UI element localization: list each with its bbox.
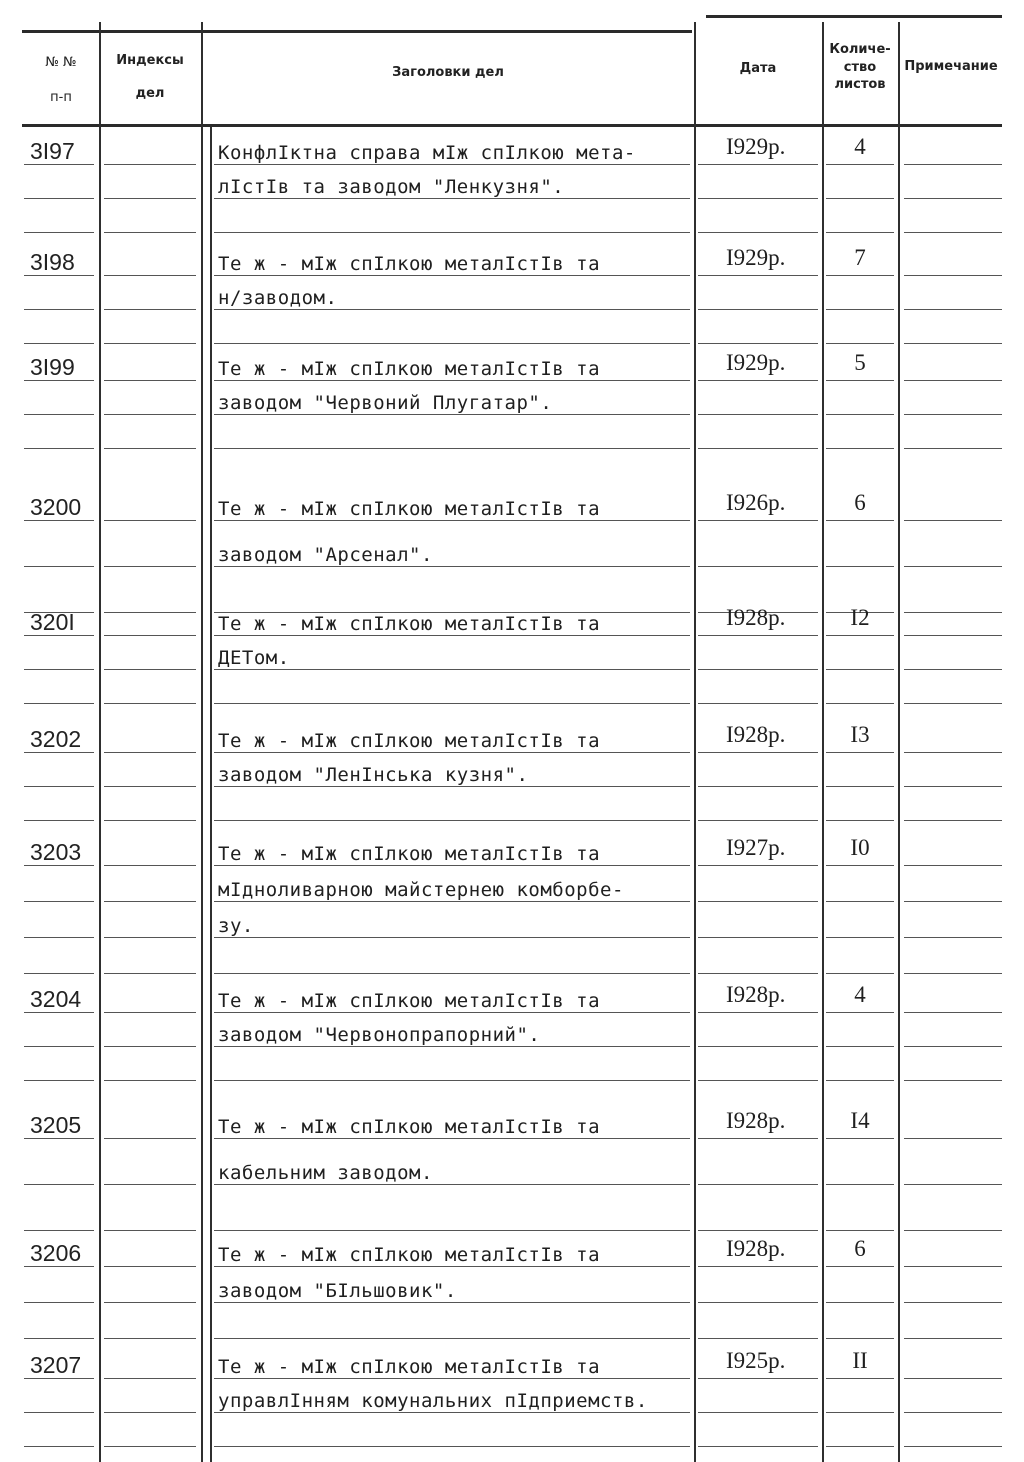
ruled-line bbox=[24, 901, 94, 902]
header-index-top: Индексы bbox=[116, 53, 184, 68]
ruled-line bbox=[104, 1338, 196, 1339]
ruled-line bbox=[104, 164, 196, 165]
table-row bbox=[0, 982, 1024, 1084]
case-date: I929р. bbox=[726, 245, 786, 270]
ruled-line bbox=[698, 520, 818, 521]
ruled-line bbox=[214, 1080, 690, 1081]
ruled-line bbox=[104, 820, 196, 821]
sheet-count: I4 bbox=[850, 1108, 870, 1133]
ruled-line bbox=[104, 669, 196, 670]
ruled-line bbox=[826, 309, 894, 310]
ruled-line bbox=[214, 1266, 690, 1267]
ruled-line bbox=[24, 1302, 94, 1303]
ruled-line bbox=[24, 1012, 94, 1013]
ruled-line bbox=[24, 343, 94, 344]
ruled-line bbox=[214, 309, 690, 310]
ruled-line bbox=[214, 901, 690, 902]
header-index-bottom: дел bbox=[135, 86, 165, 101]
ruled-line bbox=[698, 448, 818, 449]
ruled-line bbox=[698, 901, 818, 902]
ruled-line bbox=[104, 448, 196, 449]
case-title-line: Те ж - мIж спIлкою металIстIв та bbox=[218, 730, 601, 752]
ruled-line bbox=[826, 1046, 894, 1047]
row-number: 320I bbox=[30, 609, 75, 635]
ruled-line bbox=[104, 232, 196, 233]
case-title-line: заводом "Арсенал". bbox=[218, 544, 433, 566]
ruled-line bbox=[826, 635, 894, 636]
ruled-line bbox=[214, 752, 690, 753]
ruled-line bbox=[214, 164, 690, 165]
ruled-line bbox=[24, 1184, 94, 1185]
ruled-line bbox=[104, 752, 196, 753]
ruled-line bbox=[698, 973, 818, 974]
ruled-line bbox=[24, 635, 94, 636]
ruled-line bbox=[24, 1046, 94, 1047]
ruled-line bbox=[214, 1230, 690, 1231]
ruled-line bbox=[214, 786, 690, 787]
ruled-line bbox=[698, 1412, 818, 1413]
ruled-line bbox=[214, 232, 690, 233]
case-title-line: ДЕТом. bbox=[218, 647, 290, 669]
ruled-line bbox=[24, 232, 94, 233]
ruled-line bbox=[698, 275, 818, 276]
table-row bbox=[0, 350, 1024, 452]
ruled-line bbox=[698, 198, 818, 199]
ruled-line bbox=[24, 520, 94, 521]
ruled-line bbox=[826, 1446, 894, 1447]
ruled-line bbox=[24, 937, 94, 938]
ruled-line bbox=[826, 1266, 894, 1267]
ruled-line bbox=[826, 1184, 894, 1185]
ruled-line bbox=[904, 865, 1002, 866]
ruled-line bbox=[24, 1266, 94, 1267]
sheet-count: 6 bbox=[854, 1236, 866, 1261]
top-border-right bbox=[706, 15, 1002, 18]
ruled-line bbox=[214, 1412, 690, 1413]
ruled-line bbox=[24, 380, 94, 381]
ruled-line bbox=[698, 380, 818, 381]
ruled-line bbox=[904, 1446, 1002, 1447]
row-number: 3202 bbox=[30, 726, 82, 752]
ruled-line bbox=[698, 1046, 818, 1047]
row-number: 3I99 bbox=[30, 354, 75, 380]
ruled-line bbox=[826, 1230, 894, 1231]
ruled-line bbox=[904, 380, 1002, 381]
case-date: I928р. bbox=[726, 722, 786, 747]
ruled-line bbox=[698, 1184, 818, 1185]
ruled-line bbox=[698, 232, 818, 233]
ruled-line bbox=[104, 973, 196, 974]
row-number: 3203 bbox=[30, 839, 82, 865]
ruled-line bbox=[214, 414, 690, 415]
ruled-line bbox=[698, 820, 818, 821]
ruled-line bbox=[904, 275, 1002, 276]
ruled-line bbox=[214, 198, 690, 199]
ruled-line bbox=[904, 566, 1002, 567]
header-num-bottom: п-п bbox=[50, 90, 72, 105]
ruled-line bbox=[24, 973, 94, 974]
ruled-line bbox=[214, 1046, 690, 1047]
ruled-line bbox=[698, 937, 818, 938]
top-border-left bbox=[22, 30, 692, 33]
case-title-line: Те ж - мIж спIлкою металIстIв та bbox=[218, 990, 601, 1012]
ruled-line bbox=[826, 520, 894, 521]
ruled-line bbox=[104, 380, 196, 381]
ruled-line bbox=[904, 1080, 1002, 1081]
case-title-line: заводом "Червоний Плугатар". bbox=[218, 392, 553, 414]
table-row bbox=[0, 245, 1024, 347]
ruled-line bbox=[904, 232, 1002, 233]
sheet-count: I0 bbox=[850, 835, 870, 860]
header-num-top: № № bbox=[45, 55, 77, 70]
case-date: I928р. bbox=[726, 982, 786, 1007]
case-date: I929р. bbox=[726, 350, 786, 375]
ruled-line bbox=[104, 1080, 196, 1081]
row-number: 3204 bbox=[30, 986, 82, 1012]
ruled-line bbox=[826, 232, 894, 233]
ruled-line bbox=[698, 752, 818, 753]
case-title-line: Те ж - мIж спIлкою металIстIв та bbox=[218, 1244, 601, 1266]
ruled-line bbox=[104, 309, 196, 310]
ruled-line bbox=[104, 1266, 196, 1267]
ruled-line bbox=[24, 1230, 94, 1231]
ruled-line bbox=[214, 820, 690, 821]
case-date: I926р. bbox=[726, 490, 786, 515]
ruled-line bbox=[24, 1378, 94, 1379]
ruled-line bbox=[214, 1446, 690, 1447]
ruled-line bbox=[826, 275, 894, 276]
ruled-line bbox=[698, 1138, 818, 1139]
ruled-line bbox=[826, 448, 894, 449]
ruled-line bbox=[826, 786, 894, 787]
row-number: 3I98 bbox=[30, 249, 75, 275]
ruled-line bbox=[698, 635, 818, 636]
table-row bbox=[0, 1236, 1024, 1344]
ruled-line bbox=[904, 309, 1002, 310]
ruled-line bbox=[826, 1378, 894, 1379]
ruled-line bbox=[24, 414, 94, 415]
ruled-line bbox=[24, 309, 94, 310]
ruled-line bbox=[214, 275, 690, 276]
ruled-line bbox=[214, 703, 690, 704]
ruled-line bbox=[698, 703, 818, 704]
ruled-line bbox=[24, 275, 94, 276]
ruled-line bbox=[826, 380, 894, 381]
case-date: I928р. bbox=[726, 1236, 786, 1261]
ruled-line bbox=[24, 1412, 94, 1413]
case-date: I927р. bbox=[726, 835, 786, 860]
row-number: 3206 bbox=[30, 1240, 82, 1266]
header-bottom-rule bbox=[22, 124, 1002, 127]
ruled-line bbox=[904, 1302, 1002, 1303]
ruled-line bbox=[104, 1378, 196, 1379]
ruled-line bbox=[214, 1138, 690, 1139]
ruled-line bbox=[904, 635, 1002, 636]
ruled-line bbox=[904, 703, 1002, 704]
ruled-line bbox=[214, 343, 690, 344]
table-row bbox=[0, 722, 1024, 824]
header-title: Заголовки дел bbox=[392, 65, 504, 80]
sheet-count: 4 bbox=[854, 982, 866, 1007]
ruled-line bbox=[24, 1446, 94, 1447]
ruled-line bbox=[698, 786, 818, 787]
case-date: I928р. bbox=[726, 1108, 786, 1133]
ruled-line bbox=[826, 973, 894, 974]
ruled-line bbox=[826, 343, 894, 344]
ruled-line bbox=[698, 1230, 818, 1231]
case-title-line: лIстIв та заводом "Ленкузня". bbox=[218, 176, 565, 198]
table-row bbox=[0, 835, 1024, 943]
ruled-line bbox=[826, 937, 894, 938]
ruled-line bbox=[214, 1302, 690, 1303]
ruled-line bbox=[214, 669, 690, 670]
ruled-line bbox=[698, 1080, 818, 1081]
ruled-line bbox=[104, 343, 196, 344]
ruled-line bbox=[826, 901, 894, 902]
case-date: I925р. bbox=[726, 1348, 786, 1373]
row-number: 3200 bbox=[30, 494, 82, 520]
row-number: 3205 bbox=[30, 1112, 82, 1138]
ruled-line bbox=[904, 1046, 1002, 1047]
ruled-line bbox=[214, 1338, 690, 1339]
ruled-line bbox=[214, 448, 690, 449]
ruled-line bbox=[104, 1230, 196, 1231]
ruled-line bbox=[24, 786, 94, 787]
table-row bbox=[0, 605, 1024, 707]
ruled-line bbox=[214, 865, 690, 866]
ruled-line bbox=[904, 973, 1002, 974]
ruled-line bbox=[24, 1338, 94, 1339]
ruled-line bbox=[904, 901, 1002, 902]
ruled-line bbox=[214, 635, 690, 636]
ruled-line bbox=[698, 1266, 818, 1267]
ruled-line bbox=[104, 786, 196, 787]
ruled-line bbox=[826, 164, 894, 165]
ruled-line bbox=[698, 1012, 818, 1013]
case-title-line: Те ж - мIж спIлкою металIстIв та bbox=[218, 358, 601, 380]
sheet-count: 4 bbox=[854, 134, 866, 159]
case-title-line: заводом "Червонопрапорний". bbox=[218, 1024, 541, 1046]
ruled-line bbox=[214, 1184, 690, 1185]
ruled-line bbox=[24, 448, 94, 449]
ruled-line bbox=[214, 973, 690, 974]
ruled-line bbox=[214, 380, 690, 381]
ruled-line bbox=[826, 1012, 894, 1013]
ruled-line bbox=[904, 520, 1002, 521]
ruled-line bbox=[24, 1138, 94, 1139]
ruled-line bbox=[904, 198, 1002, 199]
ruled-line bbox=[904, 786, 1002, 787]
ruled-line bbox=[826, 865, 894, 866]
ruled-line bbox=[24, 1080, 94, 1081]
case-title-line: заводом "БIльшовик". bbox=[218, 1280, 457, 1302]
case-title-line: управлIнням комунальних пIдприемств. bbox=[218, 1390, 648, 1412]
sheet-count: 7 bbox=[854, 245, 866, 270]
ruled-line bbox=[698, 1338, 818, 1339]
ruled-line bbox=[904, 1012, 1002, 1013]
case-title-line: Те ж - мIж спIлкою металIстIв та bbox=[218, 843, 601, 865]
ruled-line bbox=[104, 901, 196, 902]
sheet-count: I2 bbox=[850, 605, 870, 630]
ruled-line bbox=[904, 1230, 1002, 1231]
case-title-line: Те ж - мIж спIлкою металIстIв та bbox=[218, 1116, 601, 1138]
case-title-line: Те ж - мIж спIлкою металIстIв та bbox=[218, 613, 601, 635]
ruled-line bbox=[826, 703, 894, 704]
ruled-line bbox=[904, 1338, 1002, 1339]
ruled-line bbox=[214, 520, 690, 521]
header-count-1: Количе- bbox=[829, 42, 891, 57]
row-number: 3I97 bbox=[30, 138, 75, 164]
row-number: 3207 bbox=[30, 1352, 82, 1378]
ruled-line bbox=[904, 669, 1002, 670]
ruled-line bbox=[904, 414, 1002, 415]
ruled-line bbox=[214, 937, 690, 938]
ruled-line bbox=[826, 752, 894, 753]
ruled-line bbox=[826, 198, 894, 199]
ruled-line bbox=[698, 343, 818, 344]
table-row bbox=[0, 1108, 1024, 1246]
header-count-2: ство bbox=[843, 60, 877, 75]
ruled-line bbox=[904, 937, 1002, 938]
ruled-line bbox=[104, 1138, 196, 1139]
header-count-3: листов bbox=[834, 77, 886, 92]
case-title-line: КонфлIктна справа мIж спIлкою мета- bbox=[218, 142, 636, 164]
ruled-line bbox=[826, 1338, 894, 1339]
ruled-line bbox=[214, 1378, 690, 1379]
ruled-line bbox=[904, 752, 1002, 753]
ruled-line bbox=[24, 820, 94, 821]
ruled-line bbox=[904, 1184, 1002, 1185]
ruled-line bbox=[104, 1446, 196, 1447]
case-title-line: Те ж - мIж спIлкою металIстIв та bbox=[218, 1356, 601, 1378]
ruled-line bbox=[826, 414, 894, 415]
ruled-line bbox=[826, 1412, 894, 1413]
case-title-line: мIдноливарною майстернею комборбе- bbox=[218, 879, 624, 901]
ruled-line bbox=[904, 343, 1002, 344]
ruled-line bbox=[24, 865, 94, 866]
ruled-line bbox=[826, 820, 894, 821]
case-date: I929р. bbox=[726, 134, 786, 159]
sheet-count: 6 bbox=[854, 490, 866, 515]
ruled-line bbox=[24, 752, 94, 753]
ruled-line bbox=[104, 198, 196, 199]
ruled-line bbox=[826, 669, 894, 670]
header-note: Примечание bbox=[904, 59, 998, 74]
ruled-line bbox=[698, 865, 818, 866]
ruled-line bbox=[904, 164, 1002, 165]
ruled-line bbox=[104, 275, 196, 276]
ruled-line bbox=[904, 820, 1002, 821]
ruled-line bbox=[698, 566, 818, 567]
ruled-line bbox=[104, 414, 196, 415]
ruled-line bbox=[904, 1412, 1002, 1413]
ruled-line bbox=[904, 1138, 1002, 1139]
case-title-line: заводом "ЛенIнська кузня". bbox=[218, 764, 529, 786]
ruled-line bbox=[104, 566, 196, 567]
ruled-line bbox=[104, 703, 196, 704]
sheet-count: 5 bbox=[854, 350, 866, 375]
ruled-line bbox=[104, 865, 196, 866]
case-title-line: кабельним заводом. bbox=[218, 1162, 433, 1184]
ruled-line bbox=[698, 164, 818, 165]
ruled-line bbox=[826, 1080, 894, 1081]
ruled-line bbox=[904, 448, 1002, 449]
ruled-line bbox=[904, 1266, 1002, 1267]
ruled-line bbox=[698, 309, 818, 310]
ruled-line bbox=[24, 669, 94, 670]
ruled-line bbox=[104, 937, 196, 938]
sheet-count: II bbox=[852, 1348, 868, 1373]
ruled-line bbox=[698, 1378, 818, 1379]
table-row bbox=[0, 134, 1024, 236]
ruled-line bbox=[24, 198, 94, 199]
ruled-line bbox=[104, 520, 196, 521]
ruled-line bbox=[698, 414, 818, 415]
ruled-line bbox=[104, 1184, 196, 1185]
sheet-count: I3 bbox=[850, 722, 870, 747]
ruled-line bbox=[214, 1012, 690, 1013]
ruled-line bbox=[698, 669, 818, 670]
ruled-line bbox=[104, 1046, 196, 1047]
case-date: I928р. bbox=[726, 605, 786, 630]
ruled-line bbox=[826, 566, 894, 567]
ruled-line bbox=[104, 1412, 196, 1413]
ruled-line bbox=[826, 1302, 894, 1303]
ruled-line bbox=[698, 1302, 818, 1303]
case-title-line: Те ж - мIж спIлкою металIстIв та bbox=[218, 498, 601, 520]
ruled-line bbox=[904, 1378, 1002, 1379]
header-date: Дата bbox=[739, 61, 777, 76]
ruled-line bbox=[214, 566, 690, 567]
case-title-line: Те ж - мIж спIлкою металIстIв та bbox=[218, 253, 601, 275]
table-row bbox=[0, 1348, 1024, 1450]
ruled-line bbox=[698, 1446, 818, 1447]
ruled-line bbox=[826, 1138, 894, 1139]
ruled-line bbox=[104, 635, 196, 636]
case-title-line: зу. bbox=[218, 915, 254, 937]
case-title-line: н/заводом. bbox=[218, 287, 338, 309]
ruled-line bbox=[24, 164, 94, 165]
ruled-line bbox=[104, 1012, 196, 1013]
ruled-line bbox=[24, 566, 94, 567]
ruled-line bbox=[24, 703, 94, 704]
ruled-line bbox=[104, 1302, 196, 1303]
